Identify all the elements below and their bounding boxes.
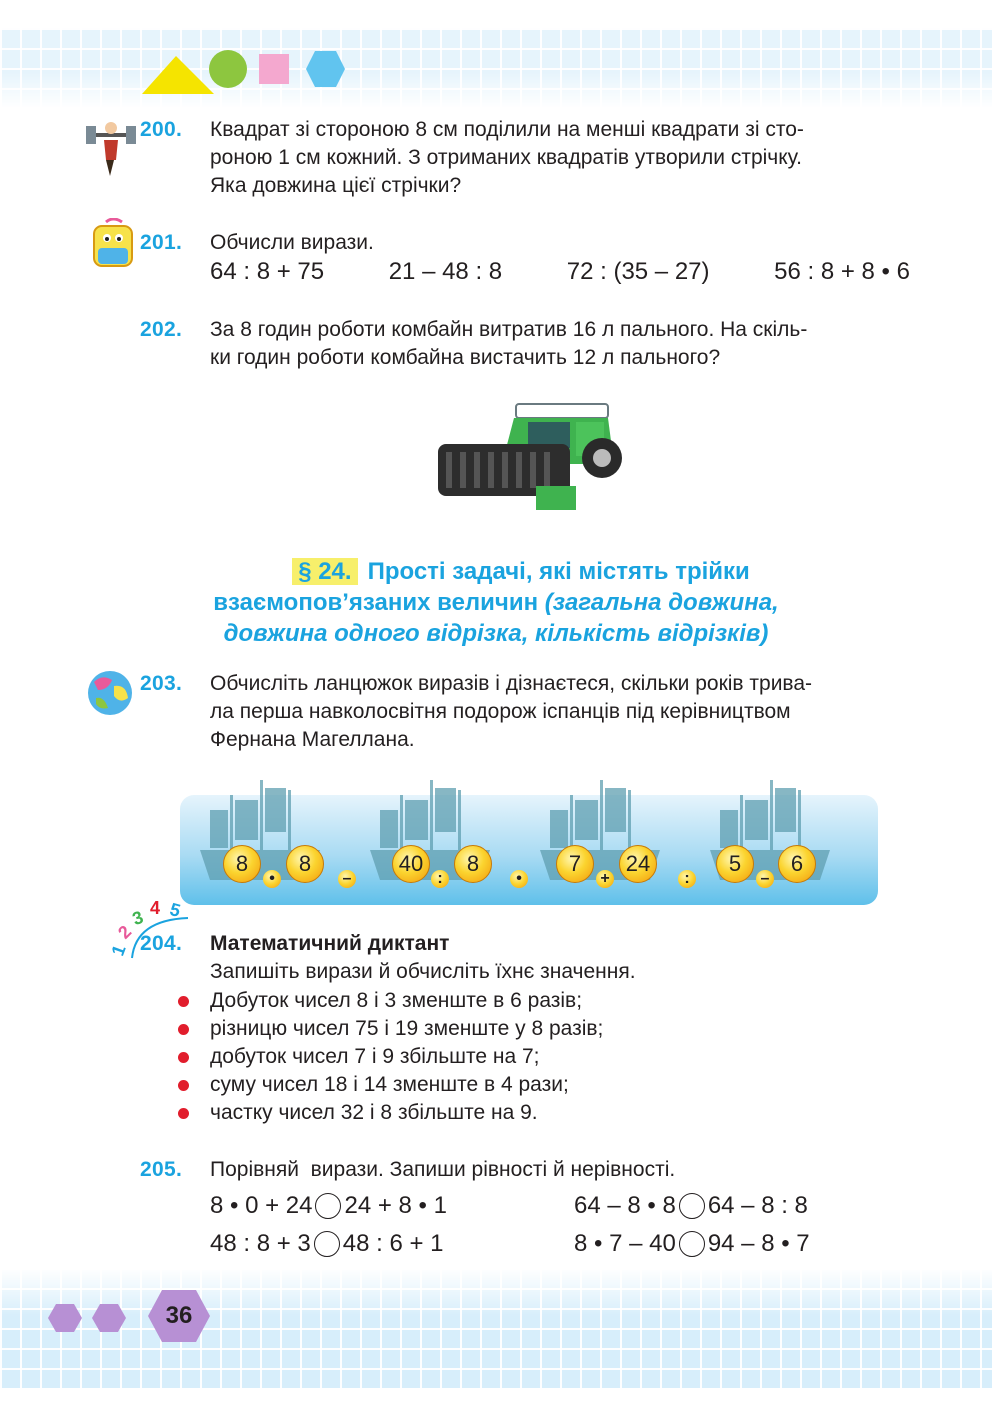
page-number-text: 36 xyxy=(165,1302,193,1329)
expression: 21 – 48 : 8 xyxy=(388,258,503,285)
task-202-text xyxy=(210,316,910,372)
chain-operator: • xyxy=(510,870,528,888)
list-item xyxy=(178,1043,603,1071)
chain-coin: 8 xyxy=(454,845,492,883)
chain-operator: – xyxy=(338,870,356,888)
section-badge: § 24. xyxy=(292,558,357,585)
comparison-right: 64 – 8 : 8 xyxy=(707,1192,808,1219)
chain-operator: – xyxy=(756,870,774,888)
combine-harvester-illustration xyxy=(436,386,636,516)
section-title-italic: довжина одного відрізка, кількість відрізків) xyxy=(223,620,769,647)
backpack-icon xyxy=(88,218,140,270)
comparison-left: 48 : 8 + 3 xyxy=(210,1230,311,1257)
globe-icon xyxy=(82,668,138,718)
task-203-line: Фернана Магеллана. xyxy=(210,728,415,751)
chain-coin: 24 xyxy=(619,845,657,883)
list-item-text: добуток чисел 7 і 9 збільште на 7; xyxy=(210,1045,540,1068)
comparison-left: 8 • 0 + 24 xyxy=(210,1192,313,1219)
digit: 2 xyxy=(114,921,136,943)
task-203-line: Обчисліть ланцюжок виразів і дізнаєтеся, скільки років трива- xyxy=(210,672,813,695)
list-item xyxy=(178,987,603,1015)
digit: 3 xyxy=(129,906,146,930)
comparison xyxy=(574,1230,810,1258)
bullet-dot xyxy=(178,1024,189,1035)
task-200-text xyxy=(210,116,910,200)
comparison-left: 64 – 8 • 8 xyxy=(574,1192,676,1219)
task-202-line: ки годин роботи комбайна вистачить 12 л пального? xyxy=(210,346,721,369)
list-item xyxy=(178,1099,603,1127)
chain-coin: 40 xyxy=(392,845,430,883)
list-item-text: різницю чисел 75 і 19 зменште у 8 разів; xyxy=(210,1017,604,1040)
chain-coin: 5 xyxy=(716,845,754,883)
decorative-shapes xyxy=(140,44,350,96)
task-203-line: ла перша навколосвітня подорож іспанців під керівництвом xyxy=(210,700,791,723)
section-heading-line xyxy=(0,556,992,587)
expression: 56 : 8 + 8 • 6 xyxy=(774,258,910,285)
chain-coin: 6 xyxy=(778,845,816,883)
expression: 64 : 8 + 75 xyxy=(210,258,325,285)
list-item-text: Добуток чисел 8 і 3 зменште в 6 разів; xyxy=(210,989,583,1012)
bullet-dot xyxy=(178,1052,189,1063)
comparison xyxy=(210,1230,444,1258)
comparison-circle[interactable] xyxy=(315,1193,341,1219)
chain-coin: 8 xyxy=(286,845,324,883)
task-204-number: 204. xyxy=(140,932,183,955)
task-203-number: 203. xyxy=(140,672,183,695)
hexagon-shape xyxy=(48,1304,82,1332)
task-201-number: 201. xyxy=(140,231,183,254)
expression: 72 : (35 – 27) xyxy=(566,258,710,285)
task-204-intro: Запишіть вирази й обчисліть їхнє значення. xyxy=(210,960,636,983)
chain-coin: 8 xyxy=(223,845,261,883)
bullet-dot xyxy=(178,996,189,1007)
hexagon-shape xyxy=(92,1304,126,1332)
task-203-text xyxy=(210,670,910,754)
task-202-number: 202. xyxy=(140,318,183,341)
weights-icon xyxy=(82,118,142,180)
hexagon-shape xyxy=(306,51,345,87)
comparison xyxy=(210,1192,447,1220)
comparison xyxy=(574,1192,808,1220)
chain-operator: : xyxy=(431,870,449,888)
list-item xyxy=(178,1071,603,1099)
task-204-list xyxy=(178,987,603,1127)
task-204-title: Математичний диктант xyxy=(210,932,450,955)
triangle-shape xyxy=(142,56,214,94)
task-200-line: Яка довжина цієї стрічки? xyxy=(210,174,462,197)
comparison-circle[interactable] xyxy=(679,1231,705,1257)
page-number xyxy=(146,1288,212,1344)
chain-operator: : xyxy=(678,870,696,888)
section-title-part: Прості задачі, які містять трійки xyxy=(367,558,750,585)
digit: 1 xyxy=(107,942,130,959)
bottom-hexagons xyxy=(44,1300,144,1336)
comparison-circle[interactable] xyxy=(679,1193,705,1219)
task-201-text: Обчисли вирази. xyxy=(210,231,374,254)
section-title-italic: (загальна довжина, xyxy=(544,589,779,616)
task-205-number: 205. xyxy=(140,1158,183,1181)
chain-operator: + xyxy=(596,870,614,888)
section-heading xyxy=(0,556,992,649)
task-200-line: Квадрат зі стороною 8 см поділили на менші квадрати зі сто- xyxy=(210,118,804,141)
comparison-circle[interactable] xyxy=(314,1231,340,1257)
comparison-left: 8 • 7 – 40 xyxy=(574,1230,676,1257)
task-200-line: роною 1 см кожний. З отриманих квадратів утворили стрічку. xyxy=(210,146,802,169)
comparison-right: 94 – 8 • 7 xyxy=(707,1230,810,1257)
chain-operator: • xyxy=(263,870,281,888)
digit: 5 xyxy=(167,899,183,921)
task-205-text: Порівняй вирази. Запиши рівності й нерівності. xyxy=(210,1158,676,1181)
task-200-number: 200. xyxy=(140,118,183,141)
chain-coin: 7 xyxy=(556,845,594,883)
list-item-text: суму чисел 18 і 14 зменште в 4 рази; xyxy=(210,1073,569,1096)
bullet-dot xyxy=(178,1080,189,1091)
square-shape xyxy=(259,54,289,84)
digit: 4 xyxy=(150,898,161,918)
list-item xyxy=(178,1015,603,1043)
task-201-expressions xyxy=(210,258,910,286)
list-item-text: частку чисел 32 і 8 збільште на 9. xyxy=(210,1101,538,1124)
bullet-dot xyxy=(178,1108,189,1119)
comparison-right: 24 + 8 • 1 xyxy=(344,1192,447,1219)
ship-silhouettes xyxy=(180,770,878,905)
section-title-part: взаємопов’язаних величин xyxy=(213,589,539,616)
circle-shape xyxy=(209,50,247,88)
task-202-line: За 8 годин роботи комбайн витратив 16 л пального. На скіль- xyxy=(210,318,808,341)
comparison-right: 48 : 6 + 1 xyxy=(342,1230,444,1257)
section-heading-line xyxy=(0,587,992,618)
